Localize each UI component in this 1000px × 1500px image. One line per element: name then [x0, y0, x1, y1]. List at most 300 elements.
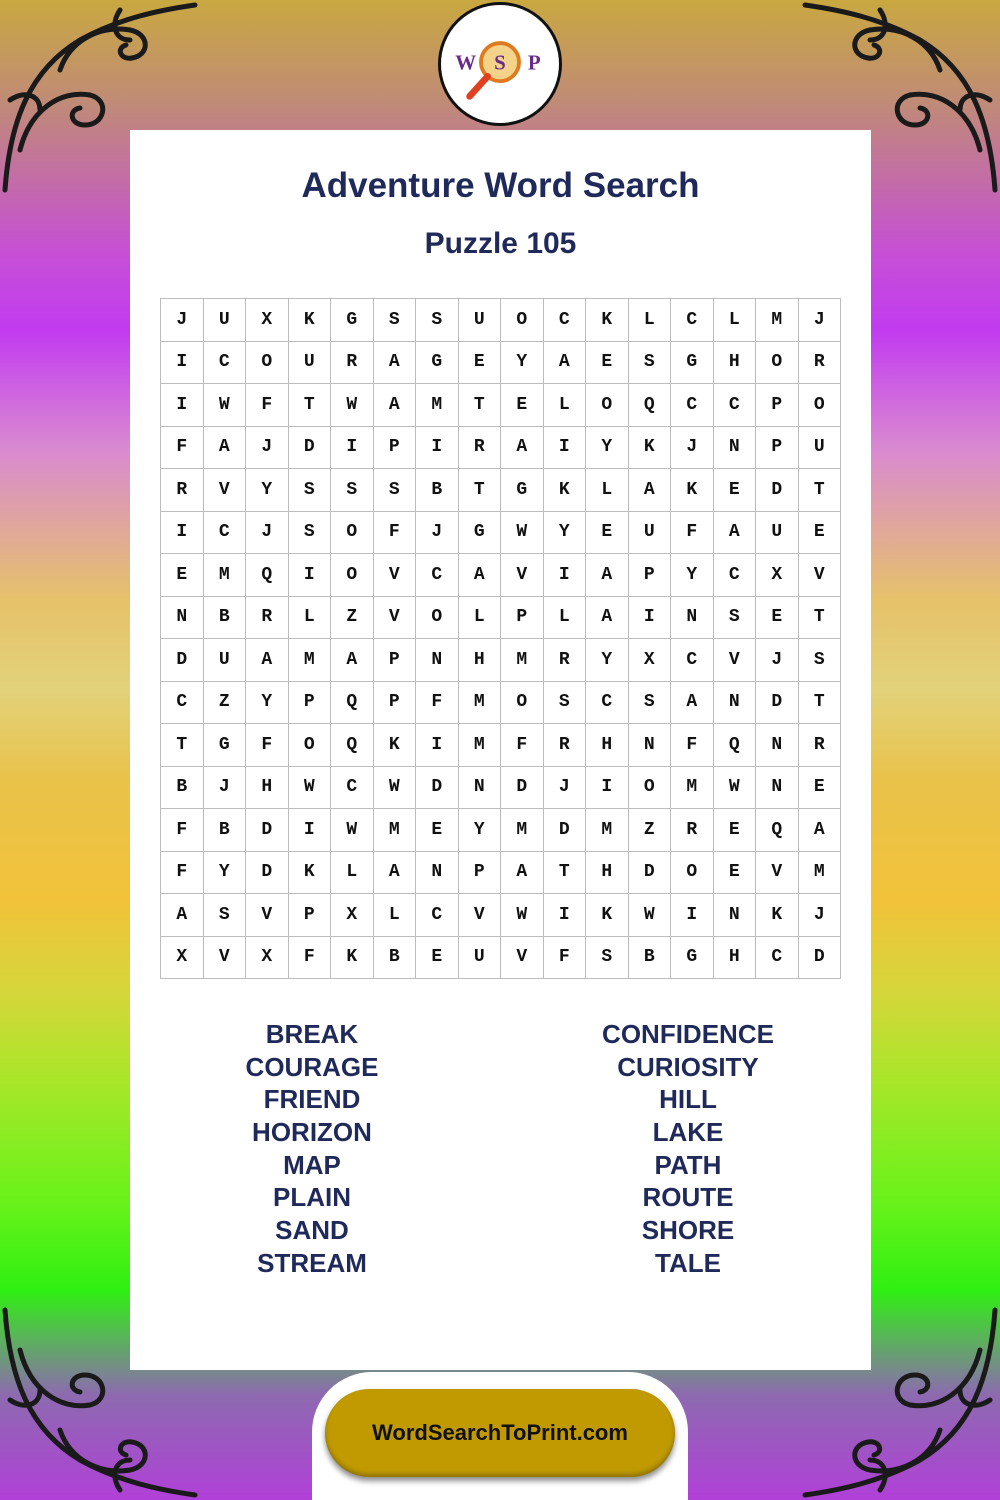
grid-cell[interactable]: S	[543, 681, 586, 724]
grid-cell[interactable]: M	[798, 851, 841, 894]
grid-cell[interactable]: E	[501, 384, 544, 427]
grid-cell[interactable]: V	[713, 639, 756, 682]
grid-cell[interactable]: O	[416, 596, 459, 639]
grid-cell[interactable]: J	[416, 511, 459, 554]
grid-cell[interactable]: S	[373, 299, 416, 342]
grid-cell[interactable]: U	[458, 936, 501, 979]
grid-cell[interactable]: G	[501, 469, 544, 512]
grid-cell[interactable]: I	[288, 809, 331, 852]
grid-cell[interactable]: Q	[628, 384, 671, 427]
grid-cell[interactable]: J	[671, 426, 714, 469]
grid-cell[interactable]: E	[458, 341, 501, 384]
grid-cell[interactable]: E	[713, 809, 756, 852]
grid-cell[interactable]: T	[543, 851, 586, 894]
grid-cell[interactable]: H	[246, 766, 289, 809]
grid-cell[interactable]: N	[713, 681, 756, 724]
logo-letter-w: W	[455, 50, 477, 75]
grid-cell[interactable]: O	[501, 299, 544, 342]
grid-cell[interactable]: V	[203, 469, 246, 512]
grid-cell[interactable]: A	[373, 384, 416, 427]
grid-cell[interactable]: J	[798, 299, 841, 342]
grid-cell[interactable]: U	[798, 426, 841, 469]
grid-cell[interactable]: Q	[756, 809, 799, 852]
grid-cell[interactable]: I	[331, 426, 374, 469]
grid-cell[interactable]: O	[331, 554, 374, 597]
grid-cell[interactable]: F	[671, 511, 714, 554]
grid-cell[interactable]: U	[458, 299, 501, 342]
grid-cell[interactable]: A	[671, 681, 714, 724]
grid-cell[interactable]: B	[203, 596, 246, 639]
grid-cell[interactable]: S	[586, 936, 629, 979]
grid-cell[interactable]: Y	[203, 851, 246, 894]
grid-cell[interactable]: L	[331, 851, 374, 894]
grid-cell[interactable]: K	[331, 936, 374, 979]
grid-cell[interactable]: H	[713, 936, 756, 979]
grid-cell[interactable]: W	[713, 766, 756, 809]
grid-row	[161, 511, 841, 554]
grid-cell[interactable]: S	[713, 596, 756, 639]
word-item: LAKE	[652, 1117, 724, 1148]
grid-cell[interactable]: G	[458, 511, 501, 554]
grid-cell[interactable]: L	[586, 469, 629, 512]
grid-cell[interactable]: C	[713, 554, 756, 597]
grid-cell[interactable]: J	[161, 299, 204, 342]
grid-cell[interactable]: H	[713, 341, 756, 384]
grid-cell[interactable]: Y	[246, 469, 289, 512]
puzzle-panel	[130, 130, 871, 1370]
grid-cell[interactable]: V	[756, 851, 799, 894]
grid-cell[interactable]: M	[501, 639, 544, 682]
grid-cell[interactable]: D	[756, 681, 799, 724]
grid-cell[interactable]: A	[543, 341, 586, 384]
grid-cell[interactable]: I	[628, 596, 671, 639]
grid-cell[interactable]: N	[458, 766, 501, 809]
grid-cell[interactable]: M	[671, 766, 714, 809]
logo-letter-s: S	[494, 50, 506, 75]
grid-cell[interactable]: D	[288, 426, 331, 469]
grid-cell[interactable]: I	[161, 511, 204, 554]
grid-cell[interactable]: I	[543, 426, 586, 469]
grid-row	[161, 936, 841, 979]
grid-cell[interactable]: C	[416, 894, 459, 937]
grid-cell[interactable]: P	[756, 426, 799, 469]
grid-cell[interactable]: H	[458, 639, 501, 682]
grid-cell[interactable]: H	[586, 724, 629, 767]
grid-cell[interactable]: Y	[671, 554, 714, 597]
grid-cell[interactable]: Q	[331, 724, 374, 767]
grid-cell[interactable]: P	[373, 426, 416, 469]
grid-cell[interactable]: F	[373, 511, 416, 554]
grid-cell[interactable]: E	[713, 851, 756, 894]
grid-cell[interactable]: I	[288, 554, 331, 597]
grid-cell[interactable]: P	[373, 639, 416, 682]
grid-cell[interactable]: O	[246, 341, 289, 384]
grid-cell[interactable]: V	[373, 554, 416, 597]
grid-cell[interactable]: R	[161, 469, 204, 512]
grid-row	[161, 299, 841, 342]
grid-cell[interactable]: Y	[586, 426, 629, 469]
grid-row	[161, 894, 841, 937]
grid-cell[interactable]: I	[416, 426, 459, 469]
grid-cell[interactable]: X	[246, 299, 289, 342]
grid-cell[interactable]: C	[331, 766, 374, 809]
grid-cell[interactable]: M	[756, 299, 799, 342]
word-item: COURAGE	[245, 1051, 379, 1082]
grid-cell[interactable]: F	[671, 724, 714, 767]
grid-cell[interactable]: C	[671, 299, 714, 342]
grid-cell[interactable]: N	[416, 639, 459, 682]
grid-cell[interactable]: V	[798, 554, 841, 597]
grid-row	[161, 766, 841, 809]
word-item: FRIEND	[263, 1084, 361, 1115]
grid-cell[interactable]: J	[543, 766, 586, 809]
grid-cell[interactable]: Y	[458, 809, 501, 852]
grid-cell[interactable]: O	[586, 384, 629, 427]
grid-cell[interactable]: A	[586, 596, 629, 639]
grid-cell[interactable]: G	[671, 936, 714, 979]
grid-cell[interactable]: D	[501, 766, 544, 809]
word-item: HILL	[659, 1084, 717, 1115]
grid-cell[interactable]: P	[288, 681, 331, 724]
grid-cell[interactable]: D	[246, 809, 289, 852]
grid-cell[interactable]: K	[756, 894, 799, 937]
logo-letter-p: P	[527, 50, 541, 75]
grid-cell[interactable]: F	[501, 724, 544, 767]
grid-cell[interactable]: R	[798, 341, 841, 384]
grid-cell[interactable]: Z	[203, 681, 246, 724]
grid-cell[interactable]: K	[586, 299, 629, 342]
grid-cell[interactable]: X	[161, 936, 204, 979]
grid-cell[interactable]: A	[501, 851, 544, 894]
grid-cell[interactable]: Y	[501, 341, 544, 384]
grid-cell[interactable]: F	[161, 426, 204, 469]
grid-cell[interactable]: U	[203, 299, 246, 342]
grid-cell[interactable]: I	[586, 766, 629, 809]
grid-cell[interactable]: L	[458, 596, 501, 639]
grid-cell[interactable]: J	[756, 639, 799, 682]
grid-cell[interactable]: G	[416, 341, 459, 384]
grid-cell[interactable]: J	[246, 511, 289, 554]
grid-cell[interactable]: I	[543, 894, 586, 937]
grid-cell[interactable]: I	[161, 341, 204, 384]
grid-cell[interactable]: A	[373, 341, 416, 384]
grid-row	[161, 809, 841, 852]
grid-row	[161, 724, 841, 767]
grid-cell[interactable]: V	[501, 554, 544, 597]
grid-cell[interactable]: F	[161, 851, 204, 894]
grid-cell[interactable]: P	[458, 851, 501, 894]
grid-cell[interactable]: S	[373, 469, 416, 512]
grid-cell[interactable]: N	[713, 426, 756, 469]
grid-cell[interactable]: R	[246, 596, 289, 639]
word-item: PATH	[654, 1149, 722, 1180]
grid-cell[interactable]: E	[713, 469, 756, 512]
grid-cell[interactable]: O	[628, 766, 671, 809]
grid-cell[interactable]: W	[203, 384, 246, 427]
grid-row	[161, 426, 841, 469]
grid-row	[161, 341, 841, 384]
grid-cell[interactable]: T	[458, 384, 501, 427]
grid-cell[interactable]: D	[798, 936, 841, 979]
grid-cell[interactable]: V	[203, 936, 246, 979]
grid-cell[interactable]: A	[203, 426, 246, 469]
grid-cell[interactable]: X	[331, 894, 374, 937]
grid-cell[interactable]: I	[543, 554, 586, 597]
grid-cell[interactable]: A	[628, 469, 671, 512]
grid-cell[interactable]: S	[288, 469, 331, 512]
grid-cell[interactable]: T	[798, 681, 841, 724]
grid-cell[interactable]: D	[161, 639, 204, 682]
grid-cell[interactable]: C	[416, 554, 459, 597]
grid-cell[interactable]: S	[628, 341, 671, 384]
grid-cell[interactable]: J	[246, 426, 289, 469]
grid-cell[interactable]: I	[161, 384, 204, 427]
grid-cell[interactable]: P	[756, 384, 799, 427]
word-item: HORIZON	[252, 1117, 372, 1148]
grid-cell[interactable]: S	[203, 894, 246, 937]
grid-cell[interactable]: A	[458, 554, 501, 597]
grid-cell[interactable]: W	[501, 894, 544, 937]
grid-cell[interactable]: E	[161, 554, 204, 597]
grid-cell[interactable]: N	[161, 596, 204, 639]
grid-cell[interactable]: B	[203, 809, 246, 852]
grid-cell[interactable]: R	[671, 809, 714, 852]
grid-cell[interactable]: V	[458, 894, 501, 937]
grid-cell[interactable]: C	[756, 936, 799, 979]
grid-cell[interactable]: L	[543, 596, 586, 639]
grid-cell[interactable]: D	[628, 851, 671, 894]
grid-cell[interactable]: S	[416, 299, 459, 342]
grid-cell[interactable]: E	[586, 341, 629, 384]
grid-cell[interactable]: J	[203, 766, 246, 809]
grid-cell[interactable]: M	[458, 681, 501, 724]
grid-cell[interactable]: N	[416, 851, 459, 894]
grid-cell[interactable]: E	[416, 936, 459, 979]
grid-cell[interactable]: N	[628, 724, 671, 767]
grid-cell[interactable]: E	[416, 809, 459, 852]
grid-cell[interactable]: S	[288, 511, 331, 554]
grid-cell[interactable]: A	[586, 554, 629, 597]
grid-cell[interactable]: F	[246, 384, 289, 427]
grid-cell[interactable]: F	[543, 936, 586, 979]
grid-row	[161, 851, 841, 894]
word-list-left	[162, 1018, 462, 1280]
grid-cell[interactable]: C	[671, 639, 714, 682]
grid-cell[interactable]: Y	[543, 511, 586, 554]
grid-cell[interactable]: W	[501, 511, 544, 554]
grid-cell[interactable]: T	[458, 469, 501, 512]
word-item: BREAK	[265, 1019, 359, 1049]
grid-cell[interactable]: F	[288, 936, 331, 979]
grid-cell[interactable]: D	[246, 851, 289, 894]
grid-cell[interactable]: T	[288, 384, 331, 427]
grid-cell[interactable]: V	[501, 936, 544, 979]
grid-cell[interactable]: B	[628, 936, 671, 979]
grid-cell[interactable]: Y	[586, 639, 629, 682]
grid-cell[interactable]: H	[586, 851, 629, 894]
wsp-logo[interactable]	[438, 2, 562, 126]
grid-cell[interactable]: M	[203, 554, 246, 597]
word-item: ROUTE	[642, 1182, 734, 1213]
grid-cell[interactable]: A	[373, 851, 416, 894]
grid-row	[161, 639, 841, 682]
grid-cell[interactable]: R	[331, 341, 374, 384]
grid-cell[interactable]: Q	[246, 554, 289, 597]
grid-cell[interactable]: O	[501, 681, 544, 724]
grid-cell[interactable]: C	[161, 681, 204, 724]
grid-cell[interactable]: U	[628, 511, 671, 554]
grid-cell[interactable]: Y	[246, 681, 289, 724]
website-label: WordSearchToPrint.com	[372, 1420, 628, 1445]
grid-cell[interactable]: A	[246, 639, 289, 682]
grid-cell[interactable]: L	[713, 299, 756, 342]
grid-cell[interactable]: M	[458, 724, 501, 767]
grid-cell[interactable]: K	[543, 469, 586, 512]
word-item: CONFIDENCE	[602, 1019, 774, 1049]
grid-cell[interactable]: X	[246, 936, 289, 979]
grid-cell[interactable]: R	[543, 724, 586, 767]
grid-cell[interactable]: V	[246, 894, 289, 937]
grid-cell[interactable]: S	[331, 469, 374, 512]
grid-cell[interactable]: O	[671, 851, 714, 894]
grid-cell[interactable]: U	[288, 341, 331, 384]
grid-cell[interactable]: L	[543, 384, 586, 427]
grid-row	[161, 596, 841, 639]
grid-cell[interactable]: A	[161, 894, 204, 937]
grid-cell[interactable]: C	[671, 384, 714, 427]
grid-cell[interactable]: E	[798, 511, 841, 554]
grid-cell[interactable]: M	[501, 809, 544, 852]
grid-cell[interactable]: F	[416, 681, 459, 724]
grid-cell[interactable]: M	[373, 809, 416, 852]
grid-cell[interactable]: T	[161, 724, 204, 767]
word-item: SAND	[275, 1215, 349, 1246]
grid-cell[interactable]: B	[161, 766, 204, 809]
grid-cell[interactable]: V	[373, 596, 416, 639]
grid-row	[161, 681, 841, 724]
letter-grid	[160, 298, 841, 979]
grid-cell[interactable]: N	[756, 766, 799, 809]
grid-cell[interactable]: O	[331, 511, 374, 554]
grid-row	[161, 554, 841, 597]
word-item: STREAM	[257, 1247, 367, 1278]
grid-cell[interactable]: R	[458, 426, 501, 469]
grid-cell[interactable]: W	[288, 766, 331, 809]
grid-cell[interactable]: C	[203, 511, 246, 554]
grid-cell[interactable]: Q	[331, 681, 374, 724]
word-item: SHORE	[641, 1215, 735, 1246]
puzzle-number: Puzzle 105	[424, 227, 577, 260]
grid-cell[interactable]: L	[288, 596, 331, 639]
grid-cell[interactable]: O	[756, 341, 799, 384]
grid-cell[interactable]: K	[628, 426, 671, 469]
grid-cell[interactable]: S	[798, 639, 841, 682]
grid-cell[interactable]: N	[713, 894, 756, 937]
grid-cell[interactable]: M	[416, 384, 459, 427]
grid-cell[interactable]: C	[203, 341, 246, 384]
grid-cell[interactable]: K	[288, 299, 331, 342]
grid-cell[interactable]: A	[798, 809, 841, 852]
grid-cell[interactable]: G	[331, 299, 374, 342]
grid-cell[interactable]: L	[628, 299, 671, 342]
grid-cell[interactable]: C	[543, 299, 586, 342]
word-item: MAP	[283, 1149, 341, 1180]
puzzle-title: Adventure Word Search	[301, 166, 700, 205]
grid-cell[interactable]: D	[416, 766, 459, 809]
grid-cell[interactable]: J	[798, 894, 841, 937]
grid-cell[interactable]: W	[331, 384, 374, 427]
grid-cell[interactable]: M	[288, 639, 331, 682]
grid-cell[interactable]: P	[288, 894, 331, 937]
grid-cell[interactable]: I	[416, 724, 459, 767]
grid-cell[interactable]: P	[373, 681, 416, 724]
grid-cell[interactable]: R	[543, 639, 586, 682]
grid-cell[interactable]: K	[288, 851, 331, 894]
grid-cell[interactable]: A	[331, 639, 374, 682]
grid-cell[interactable]: O	[798, 384, 841, 427]
grid-cell[interactable]: G	[203, 724, 246, 767]
word-item: CURIOSITY	[617, 1051, 759, 1082]
grid-cell[interactable]: K	[671, 469, 714, 512]
grid-cell[interactable]: N	[756, 724, 799, 767]
grid-cell[interactable]: C	[713, 384, 756, 427]
grid-cell[interactable]: A	[501, 426, 544, 469]
word-item: TALE	[655, 1247, 721, 1278]
grid-cell[interactable]: X	[628, 639, 671, 682]
grid-cell[interactable]: T	[798, 469, 841, 512]
grid-cell[interactable]: T	[798, 596, 841, 639]
grid-cell[interactable]: M	[586, 809, 629, 852]
grid-cell[interactable]: N	[671, 596, 714, 639]
grid-cell[interactable]: B	[373, 936, 416, 979]
grid-cell[interactable]: U	[756, 511, 799, 554]
grid-cell[interactable]: S	[628, 681, 671, 724]
grid-cell[interactable]: C	[586, 681, 629, 724]
word-list-right	[538, 1018, 838, 1280]
grid-cell[interactable]: F	[246, 724, 289, 767]
word-item: PLAIN	[273, 1182, 351, 1213]
grid-cell[interactable]: U	[203, 639, 246, 682]
grid-cell[interactable]: E	[798, 766, 841, 809]
grid-cell[interactable]: D	[543, 809, 586, 852]
grid-cell[interactable]: D	[756, 469, 799, 512]
grid-cell[interactable]: E	[586, 511, 629, 554]
grid-cell[interactable]: K	[586, 894, 629, 937]
grid-cell[interactable]: P	[501, 596, 544, 639]
grid-cell[interactable]: Q	[713, 724, 756, 767]
grid-cell[interactable]: B	[416, 469, 459, 512]
grid-cell[interactable]: F	[161, 809, 204, 852]
grid-cell[interactable]: Z	[331, 596, 374, 639]
website-button[interactable]	[325, 1389, 675, 1477]
grid-cell[interactable]: Z	[628, 809, 671, 852]
grid-row	[161, 469, 841, 512]
grid-cell[interactable]: O	[288, 724, 331, 767]
grid-cell[interactable]: G	[671, 341, 714, 384]
grid-cell[interactable]: P	[628, 554, 671, 597]
grid-cell[interactable]: A	[713, 511, 756, 554]
grid-cell[interactable]: X	[756, 554, 799, 597]
grid-row	[161, 384, 841, 427]
grid-cell[interactable]: R	[798, 724, 841, 767]
grid-cell[interactable]: W	[373, 766, 416, 809]
grid-cell[interactable]: L	[373, 894, 416, 937]
grid-cell[interactable]: K	[373, 724, 416, 767]
grid-cell[interactable]: E	[756, 596, 799, 639]
grid-cell[interactable]: W	[628, 894, 671, 937]
grid-cell[interactable]: I	[671, 894, 714, 937]
grid-cell[interactable]: W	[331, 809, 374, 852]
